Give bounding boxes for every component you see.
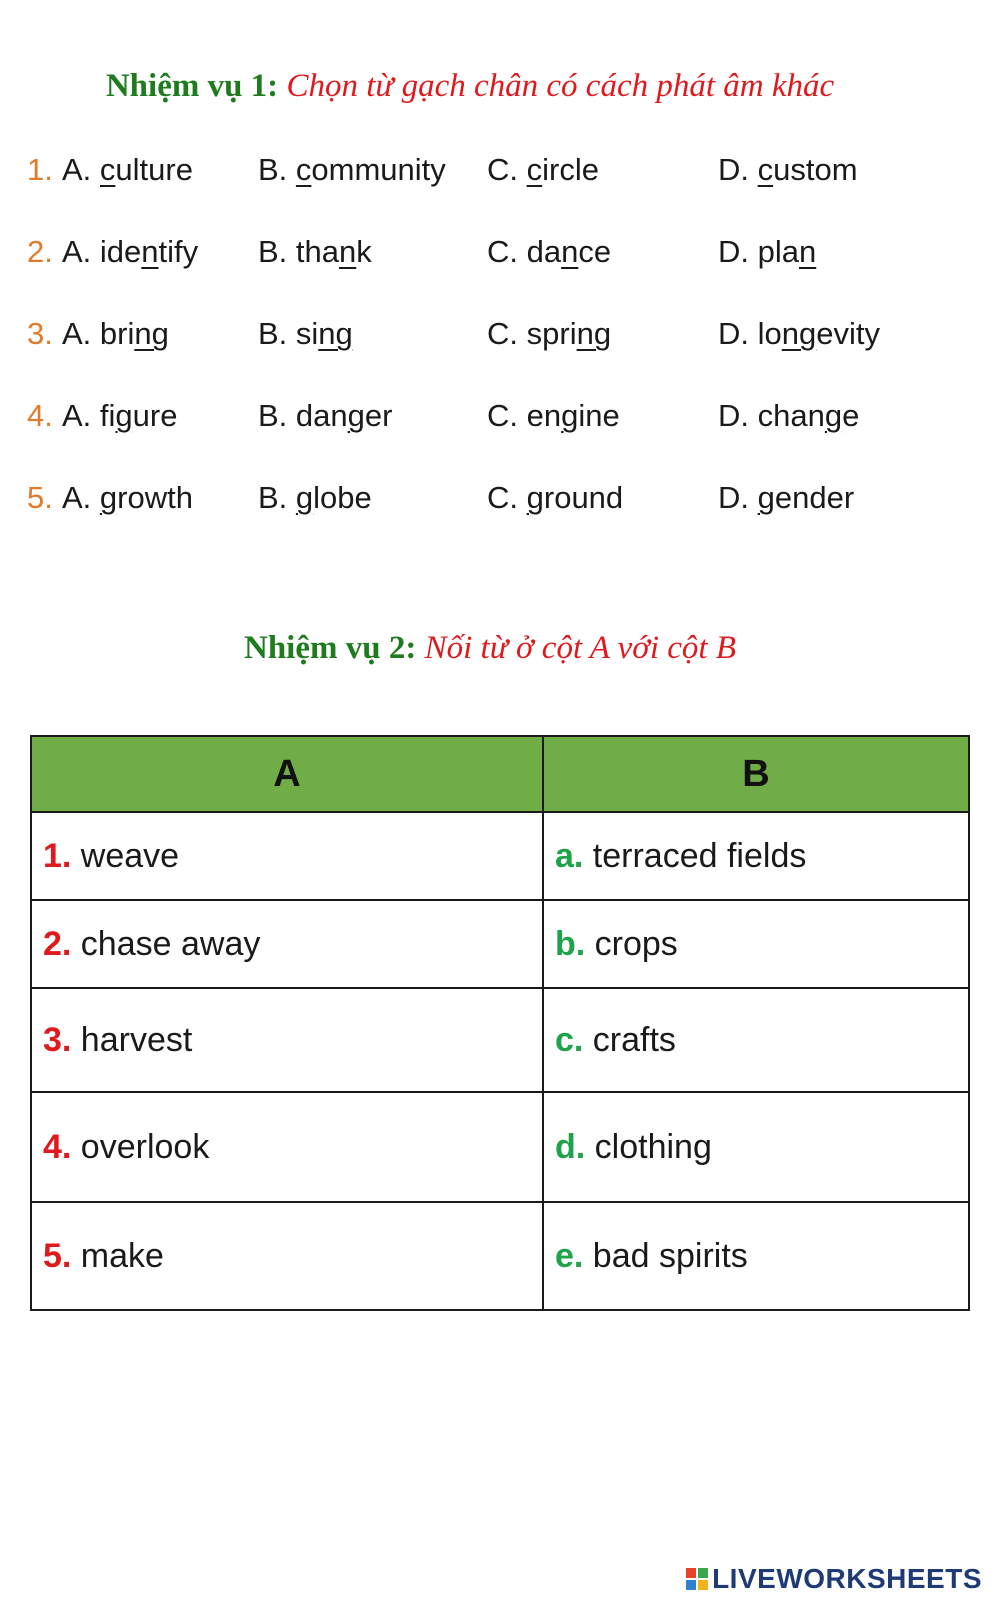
table-row — [31, 1092, 969, 1202]
option-b[interactable]: B. community — [258, 152, 446, 187]
column-b-cell[interactable]: b. crops — [543, 900, 969, 988]
option-a[interactable]: A. growth — [62, 480, 193, 515]
matching-table — [30, 735, 970, 1311]
column-b-cell[interactable]: c. crafts — [543, 988, 969, 1092]
question-row — [0, 398, 1000, 438]
column-b-cell[interactable]: a. terraced fields — [543, 812, 969, 900]
column-a-cell[interactable]: 4. overlook — [31, 1092, 543, 1202]
question-row — [0, 316, 1000, 356]
column-b-cell[interactable]: d. clothing — [543, 1092, 969, 1202]
option-a[interactable]: A. culture — [62, 152, 193, 187]
question-row — [0, 234, 1000, 274]
table-row — [31, 988, 969, 1092]
option-b[interactable]: B. danger — [258, 398, 393, 433]
liveworksheets-logo[interactable] — [686, 1563, 982, 1595]
table-header-row — [31, 736, 969, 812]
task1-label: Nhiệm vụ 1: — [105, 68, 279, 104]
option-d[interactable]: D. custom — [718, 152, 858, 187]
question-number: 5. — [27, 480, 53, 515]
question-number: 3. — [27, 316, 53, 351]
column-a-cell[interactable]: 5. make — [31, 1202, 543, 1310]
option-c[interactable]: C. spring — [487, 316, 612, 351]
option-c[interactable]: C. circle — [487, 152, 599, 187]
column-b-cell[interactable]: e. bad spirits — [543, 1202, 969, 1310]
option-d[interactable]: D. plan — [718, 234, 817, 269]
task1-instruction: Chọn từ gạch chân có cách phát âm khác — [286, 68, 835, 104]
question-row — [0, 152, 1000, 192]
column-a-cell[interactable]: 2. chase away — [31, 900, 543, 988]
task1-title — [0, 68, 970, 105]
task2-label: Nhiệm vụ 2: — [244, 630, 417, 666]
option-d[interactable]: D. longevity — [718, 316, 880, 351]
task2-instruction: Nối từ ở cột A với cột B — [424, 630, 736, 666]
option-a[interactable]: A. bring — [62, 316, 169, 351]
option-b[interactable]: B. sing — [258, 316, 353, 351]
logo-text: LIVEWORKSHEETS — [712, 1563, 982, 1594]
column-a-cell[interactable]: 3. harvest — [31, 988, 543, 1092]
option-c[interactable]: C. engine — [487, 398, 620, 433]
column-a-cell[interactable]: 1. weave — [31, 812, 543, 900]
logo-mark-icon — [686, 1568, 708, 1590]
task2-title — [0, 630, 990, 667]
option-c[interactable]: C. ground — [487, 480, 624, 515]
option-c[interactable]: C. dance — [487, 234, 612, 269]
table-row — [31, 812, 969, 900]
column-a-header: A — [31, 736, 543, 812]
table-row — [31, 1202, 969, 1310]
option-d[interactable]: D. gender — [718, 480, 855, 515]
question-number: 4. — [27, 398, 53, 433]
table-row — [31, 900, 969, 988]
question-number: 1. — [27, 152, 53, 187]
question-row — [0, 480, 1000, 520]
option-a[interactable]: A. identify — [62, 234, 199, 269]
question-number: 2. — [27, 234, 53, 269]
option-d[interactable]: D. change — [718, 398, 860, 433]
option-b[interactable]: B. globe — [258, 480, 372, 515]
column-b-header: B — [543, 736, 969, 812]
option-b[interactable]: B. thank — [258, 234, 372, 269]
option-a[interactable]: A. figure — [62, 398, 178, 433]
